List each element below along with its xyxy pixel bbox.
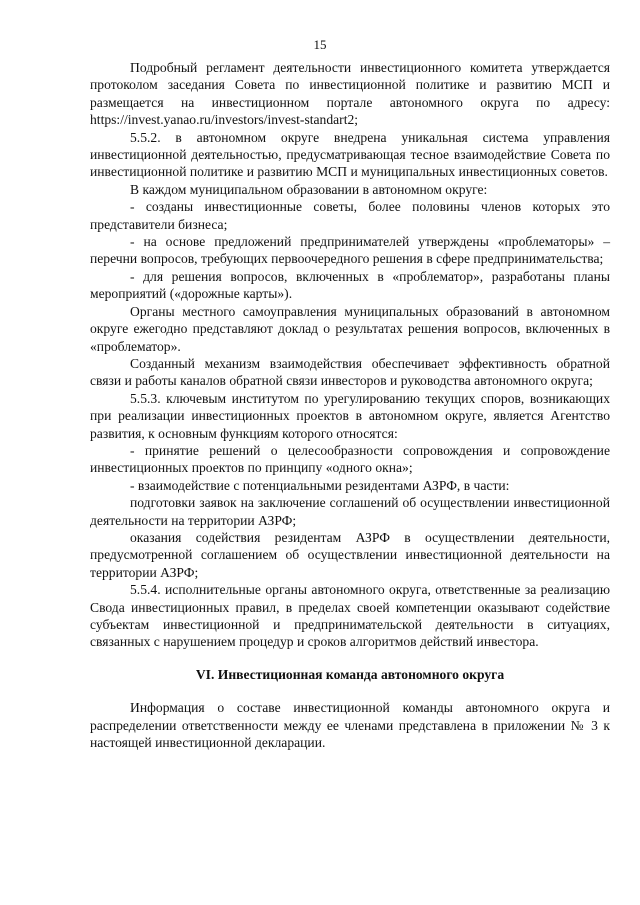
body-text (90, 59, 610, 751)
paragraph-closing: Информация о составе инвестиционной команды автономного округа и распределении ответственности между ее членами представлена в приложении № 3 к настоящей инвестиционной декларации. (90, 700, 610, 751)
paragraph-5-5-2: 5.5.2. в автономном округе внедрена уникальная система управления инвестиционной деятельностью, предусматривающая тесное взаимодействие Совета по инвестиционной политике и развитию МСП и муниципальных инвестиционных советов. (90, 129, 610, 180)
paragraph-5-5-3: 5.5.3. ключевым институтом по урегулированию текущих споров, возникающих при реализации инвестиционных проектов в автономном округе, является Агентство развития, к основным функциям которого относятся: (90, 390, 610, 441)
list-item-roadmaps: - для решения вопросов, включенных в «проблематор», разработаны планы мероприятий («дорожные карты»). (90, 268, 610, 302)
list-item-problemators: - на основе предложений предпринимателей утверждены «проблематоры» – перечни вопросов, требующих первоочередного решения в сфере предпринимательства; (90, 234, 610, 267)
list-item-single-window: - принятие решений о целесообразности сопровождения и сопровождение инвестиционных проектов по принципу «одного окна»; (90, 442, 610, 476)
paragraph-annual-report: Органы местного самоуправления муниципальных образований в автономном округе ежегодно представляют доклад о результатах решения вопросов, включенных в «проблематор». (90, 303, 610, 354)
sub-item-application-prep: подготовки заявок на заключение соглашений об осуществлении инвестиционной деятельности на территории АЗРФ; (90, 495, 610, 528)
page-number: 15 (313, 37, 327, 52)
sub-item-resident-assistance: оказания содействия резидентам АЗРФ в осуществлении деятельности, предусмотренной соглашением об осуществлении инвестиционной деятельности на территории АЗРФ; (90, 529, 610, 580)
paragraph-5-5-4: 5.5.4. исполнительные органы автономного округа, ответственные за реализацию Свода инвестиционных правил, в пределах своей компетенции оказывают содействие субъектам инвестиционной и предпринимательской деятельности в ситуациях, связанных с нарушением процедур и сроков алгоритмов действий инвестора. (90, 582, 610, 650)
list-item-investment-councils: - созданы инвестиционные советы, более половины членов которых это представители бизнеса; (90, 199, 610, 232)
paragraph-municipal-intro: В каждом муниципальном образовании в автономном округе: (130, 181, 488, 197)
paragraph-regulation: Подробный регламент деятельности инвестиционного комитета утверждается протоколом заседания Совета по инвестиционной политике и развитию МСП и размещается на инвестиционном портале автономного округа по адресу: https://invest.yanao.ru/investors/invest-standart2; (90, 60, 610, 128)
paragraph-feedback-mechanism: Созданный механизм взаимодействия обеспечивает эффективность обратной связи и работы каналов обратной связи инвесторов и руководства автономного округа; (90, 355, 610, 389)
section-heading: VI. Инвестиционная команда автономного округа (195, 666, 505, 682)
list-item-azrf-interaction: - взаимодействие с потенциальными резидентами АЗРФ, в части: (130, 477, 510, 493)
